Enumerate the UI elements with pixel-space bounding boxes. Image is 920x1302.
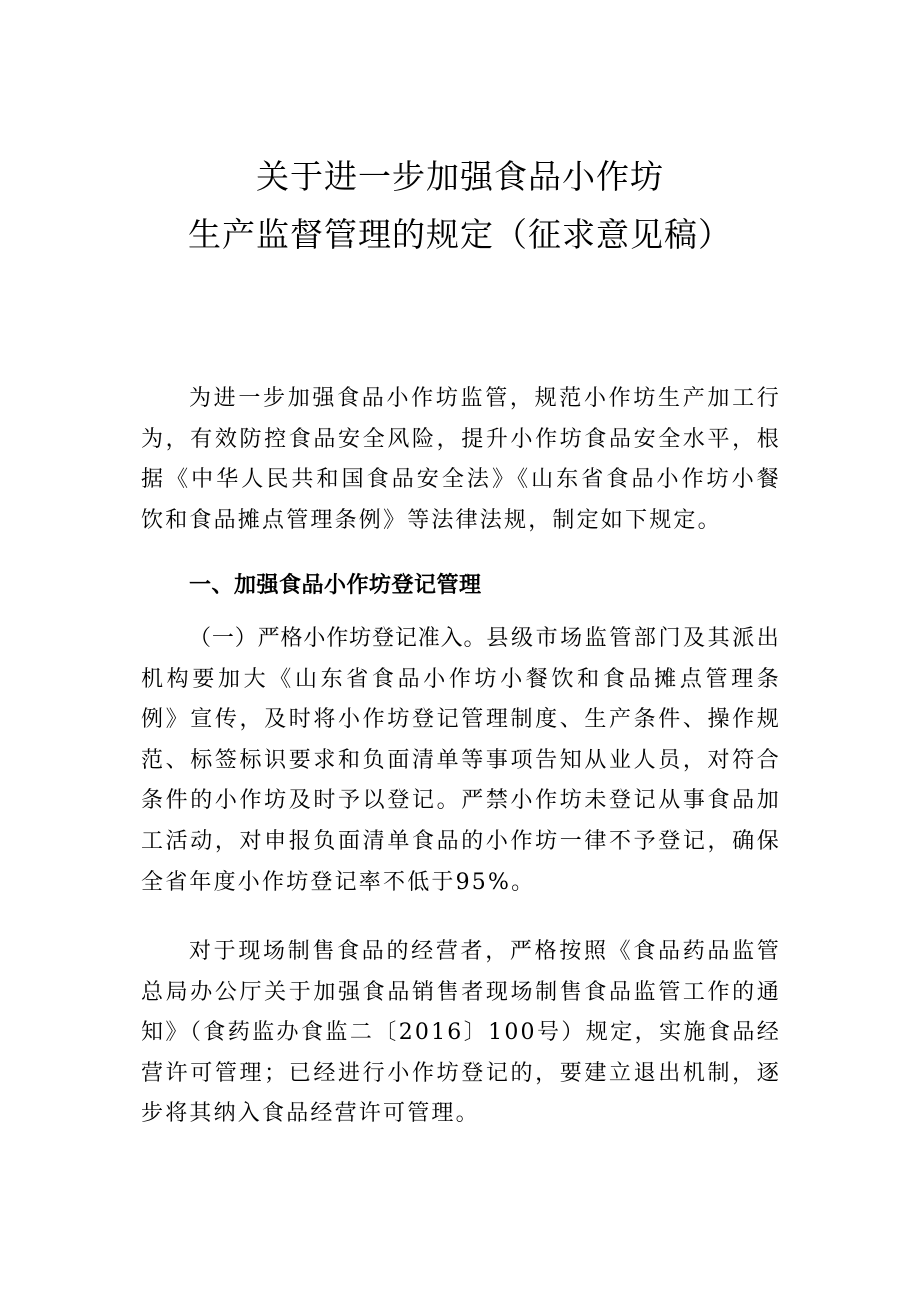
document-title [0, 148, 920, 264]
subsection-1-text: 县级市场监管部门及其派出机构要加大《山东省食品小作坊小餐饮和食品摊点管理条例》宣传，及时将小作坊登记管理制度、生产条件、操作规范、标签标识要求和负面清单等事项告知从业人员，对符合条件的小作坊及时予以登记。严禁小作坊未登记从事食品加工活动，对申报负面清单食品的小作坊一律不予登记，确保全省年度小作坊登记率不低于95%。 [141, 626, 781, 895]
intro-paragraph: 为进一步加强食品小作坊监管，规范小作坊生产加工行为，有效防控食品安全风险，提升小作坊食品安全水平，根据《中华人民共和国食品安全法》《山东省食品小作坊小餐饮和食品摊点管理条例》等法律法规，制定如下规定。 [141, 386, 781, 533]
title-line-1: 关于进一步加强食品小作坊 [256, 157, 664, 196]
subsection-1-heading: （一）严格小作坊登记准入。 [189, 626, 487, 651]
subsection-1-paragraph [141, 619, 781, 903]
section-1-heading: 一、加强食品小作坊登记管理 [189, 573, 482, 598]
paragraph-2: 对于现场制售食品的经营者，严格按照《食品药品监管总局办公厅关于加强食品销售者现场制售食品监管工作的通知》（食药监办食监二〔2016〕100号）规定，实施食品经营许可管理；已经进行小作坊登记的，要建立退出机制，逐步将其纳入食品经营许可管理。 [141, 939, 781, 1127]
title-line-2: 生产监督管理的规定（征求意见稿） [188, 215, 732, 254]
